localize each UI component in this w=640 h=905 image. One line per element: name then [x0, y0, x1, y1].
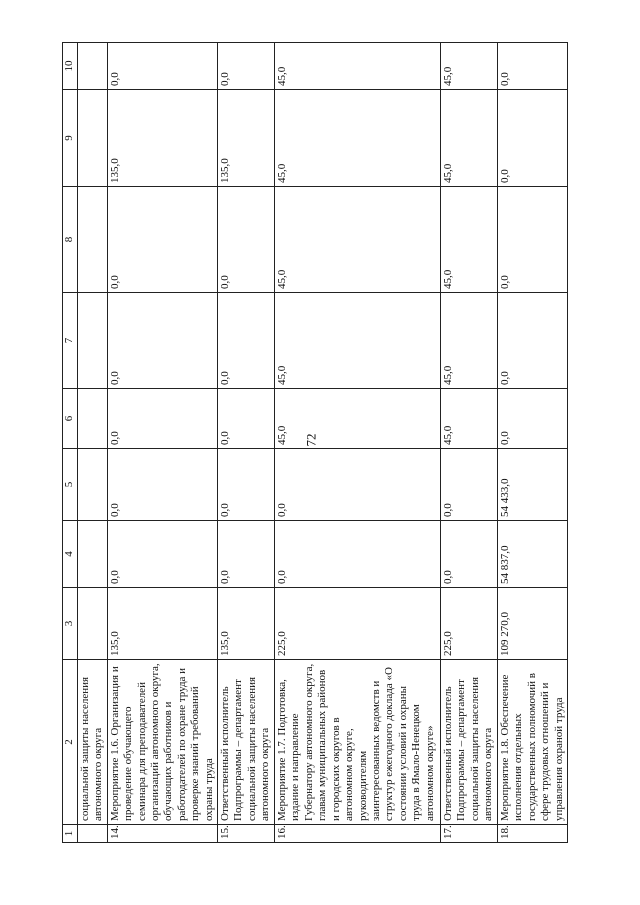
budget-table — [62, 42, 568, 843]
value-cell: 0,0 — [107, 43, 217, 90]
value-cell: 109 270,0 — [498, 588, 568, 660]
value-cell — [78, 187, 108, 293]
value-cell: 45,0 — [441, 187, 498, 293]
value-cell — [78, 293, 108, 389]
value-cell: 135,0 — [218, 588, 275, 660]
table-row — [78, 43, 108, 843]
row-number-cell — [78, 825, 108, 843]
description-cell: Ответственный исполнитель Подпрограммы – департамент социальной защиты населения автономного округа — [218, 660, 275, 825]
value-cell: 45,0 — [441, 43, 498, 90]
value-cell: 0,0 — [441, 521, 498, 588]
value-cell: 0,0 — [275, 449, 441, 521]
column-header: 6 — [63, 389, 78, 449]
table-header-row — [63, 43, 78, 843]
value-cell: 45,0 — [275, 90, 441, 187]
column-header: 1 — [63, 825, 78, 843]
value-cell: 0,0 — [275, 521, 441, 588]
description-cell: социальной защиты населения автономного округа — [78, 660, 108, 825]
value-cell: 0,0 — [107, 521, 217, 588]
row-number-cell: 18. — [498, 825, 568, 843]
value-cell: 135,0 — [107, 90, 217, 187]
table-row — [498, 43, 568, 843]
value-cell: 225,0 — [275, 588, 441, 660]
value-cell: 135,0 — [107, 588, 217, 660]
value-cell: 0,0 — [218, 521, 275, 588]
value-cell — [78, 90, 108, 187]
value-cell: 45,0 — [441, 293, 498, 389]
row-number-cell: 16. — [275, 825, 441, 843]
value-cell: 0,0 — [107, 449, 217, 521]
value-cell: 0,0 — [218, 187, 275, 293]
table-row — [107, 43, 217, 843]
value-cell: 45,0 — [275, 187, 441, 293]
value-cell: 45,0 — [275, 293, 441, 389]
value-cell: 0,0 — [498, 293, 568, 389]
value-cell: 45,0 — [275, 389, 441, 449]
row-number-cell: 17. — [441, 825, 498, 843]
value-cell: 0,0 — [218, 293, 275, 389]
value-cell — [78, 521, 108, 588]
row-number-cell: 15. — [218, 825, 275, 843]
table-row — [441, 43, 498, 843]
rotated-table-container — [62, 43, 568, 843]
value-cell: 0,0 — [498, 187, 568, 293]
page-number: 72 — [303, 433, 319, 447]
value-cell: 225,0 — [441, 588, 498, 660]
description-cell: Мероприятие 1.8. Обеспечение исполнения отдельных государственных полномочий в сфере трудовых отношений и управления охраной труда — [498, 660, 568, 825]
value-cell — [78, 588, 108, 660]
column-header: 3 — [63, 588, 78, 660]
value-cell: 0,0 — [441, 449, 498, 521]
column-header: 7 — [63, 293, 78, 389]
column-header: 2 — [63, 660, 78, 825]
value-cell: 0,0 — [107, 187, 217, 293]
column-header: 9 — [63, 90, 78, 187]
value-cell: 0,0 — [498, 389, 568, 449]
value-cell: 0,0 — [107, 293, 217, 389]
value-cell: 54 433,0 — [498, 449, 568, 521]
value-cell — [78, 389, 108, 449]
description-cell: Ответственный исполнитель Подпрограммы – департамент социальной защиты населения автономного округа — [441, 660, 498, 825]
value-cell — [78, 449, 108, 521]
value-cell: 0,0 — [218, 43, 275, 90]
table-row — [218, 43, 275, 843]
value-cell: 45,0 — [441, 389, 498, 449]
column-header: 10 — [63, 43, 78, 90]
value-cell: 135,0 — [218, 90, 275, 187]
column-header: 5 — [63, 449, 78, 521]
description-cell: Мероприятие 1.6. Организация и проведение обучающего семинара для преподавателей организаций автономного округа, обучающих работников и работодателей по охране труда и проверке знаний требований охраны труда — [107, 660, 217, 825]
value-cell: 0,0 — [498, 90, 568, 187]
value-cell: 45,0 — [441, 90, 498, 187]
value-cell: 0,0 — [107, 389, 217, 449]
column-header: 4 — [63, 521, 78, 588]
description-cell: Мероприятие 1.7. Подготовка, издание и направление Губернатору автономного округа, главам муниципальных районов и городских округов в автономном округе, руководителям заинтересованных ведомств и структур ежегодного доклада «О состоянии условий и охраны труда в Ямало-Ненецком автономном округе» — [275, 660, 441, 825]
value-cell: 54 837,0 — [498, 521, 568, 588]
value-cell: 0,0 — [218, 389, 275, 449]
value-cell: 0,0 — [218, 449, 275, 521]
value-cell: 45,0 — [275, 43, 441, 90]
table-row — [275, 43, 441, 843]
value-cell: 0,0 — [498, 43, 568, 90]
column-header: 8 — [63, 187, 78, 293]
value-cell — [78, 43, 108, 90]
row-number-cell: 14. — [107, 825, 217, 843]
